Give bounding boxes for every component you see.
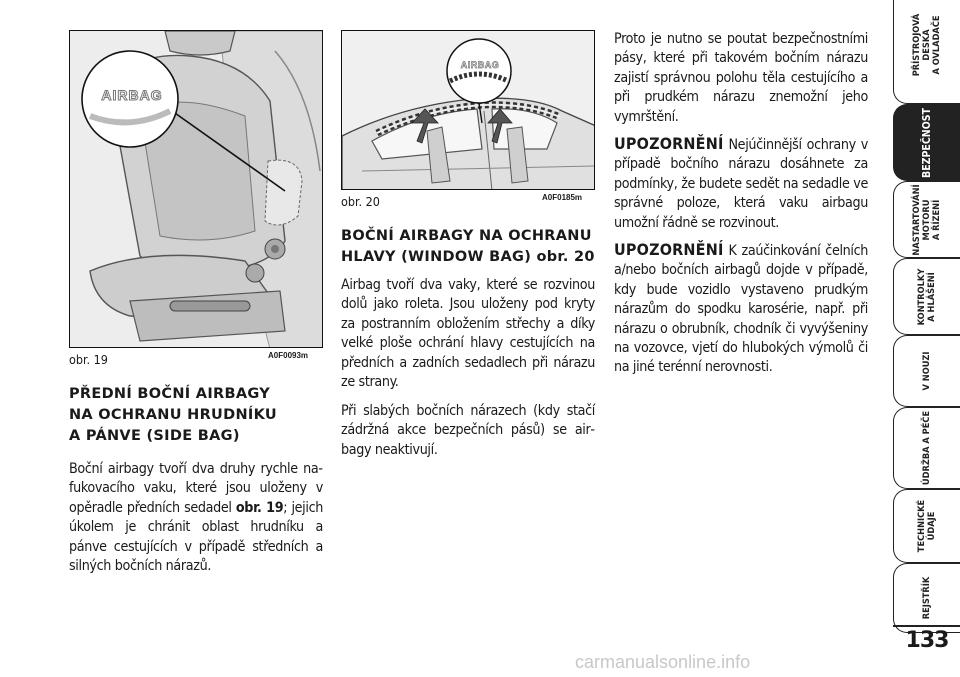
tab-kontrolky[interactable] (893, 258, 960, 335)
tab-label: A HLÁŠENÍ (926, 271, 937, 322)
tab-udrzba[interactable] (893, 407, 960, 489)
tab-v-nouzi[interactable] (893, 335, 960, 407)
tab-label: TECHNICKÉ (916, 499, 927, 553)
tab-label: NASTARTOVÁNÍ (911, 183, 922, 256)
tab-label: ÚDRŽBA A PÉČE (921, 410, 932, 486)
figure-19-reference: obr. 19 (235, 499, 284, 516)
seat-illustration (70, 31, 323, 348)
tab-label: PŘÍSTROJOVÁ (911, 13, 922, 77)
tab-label: REJSTŘÍK (921, 576, 932, 620)
warning-label-2: UPOZORNĚNÍ (614, 240, 724, 259)
warning-text-1: Nejúčinnější ochrany v případě bočního nárazu dosáhnete za podmínky, že budete sedět na sedadle ve správné poloze, která vaku airbagu umožní řádně se rozvinout. (614, 137, 868, 231)
car-illustration (342, 31, 595, 190)
airbag-label-20: AIRBAG (460, 60, 500, 70)
tab-label: KONTROLKY (916, 268, 927, 325)
right-paragraph-1: Proto je nutno se poutat bezpečnostními pásy, které při takovém bočním nárazu zajistí správnou polohu těla cestujícího a při prudkém nárazu znemožní jeho vymrštění. (614, 31, 868, 125)
window-bag-paragraph-2: Při slabých bočních nárazech (kdy stačí zádržná akce bezpečních pásů) se airbagy neaktivují. (341, 403, 595, 458)
tab-label: A ŘÍZENÍ (931, 199, 942, 240)
heading-side-bag (69, 384, 329, 447)
figure-20-caption: obr. 20 (341, 194, 380, 209)
tab-label: ÚDAJE (926, 511, 937, 541)
figure-20-code: A0F0185m (542, 193, 583, 202)
tab-bezpecnost[interactable] (893, 104, 960, 181)
airbag-label-19: AIRBAG (101, 87, 163, 103)
heading-window-bag (341, 226, 603, 268)
right-warning-1 (614, 134, 868, 233)
heading-side-bag-line-3: A PÁNVE (SIDE BAG) (69, 428, 240, 444)
side-bag-body-text-end: ; jejich úkolem je chránit oblast hrudníku a pánve cestujících v případě středních a silných bočních nárazů. (69, 499, 323, 575)
figure-20-window-airbag (341, 30, 595, 190)
figure-19-caption: obr. 19 (69, 352, 108, 367)
tab-label: DESKA (921, 29, 932, 61)
tab-label: BEZPEČNOST (921, 107, 933, 178)
watermark: carmanualsonline.info (575, 652, 751, 672)
tab-label: V NOUZI (921, 351, 932, 391)
heading-side-bag-line-1: PŘEDNÍ BOČNÍ AIRBAGY (69, 386, 271, 402)
tab-label: A OVLADAČE (931, 15, 942, 75)
tab-nastartovani[interactable] (893, 181, 960, 258)
tab-pristrojova-deska[interactable] (893, 0, 960, 104)
right-warning-2 (614, 240, 868, 378)
heading-side-bag-line-2: NA OCHRANU HRUDNÍKU (69, 407, 277, 423)
figure-19-code: A0F0093m (268, 351, 309, 360)
warning-label-1: UPOZORNĚNÍ (614, 134, 724, 153)
tab-label: MOTORU (921, 199, 932, 240)
page-number-divider (893, 625, 960, 627)
figure-19-seat-airbag (69, 30, 323, 348)
tab-rejstrik[interactable] (893, 563, 960, 633)
heading-window-bag-line-2: HLAVY (WINDOW BAG) obr. 20 (341, 249, 595, 265)
tab-technicke-udaje[interactable] (893, 489, 960, 563)
page-number: 133 (905, 628, 949, 653)
side-bag-body (69, 460, 323, 576)
window-bag-paragraph-1: Airbag tvoří dva vaky, které se rozvinou dolů jako roleta. Jsou uloženy pod kryty za postranním obložením střechy a díky velké ploše ochrání hlavy cestujících na předních a zadních sedadlech při nárazu ze strany. (341, 277, 595, 391)
heading-window-bag-line-1: BOČNÍ AIRBAGY NA OCHRANU (341, 228, 592, 244)
side-bag-body-text: Boční airbagy tvoří dva druhy rychle nafukovacího vaku, které jsou uloženy v opěradle předních sedadel (69, 461, 323, 516)
chapter-tabs (893, 0, 960, 677)
warning-text-2: K zaúčinkování čelních a/nebo bočních airbagů dojde v případě, kdy bude vozidlo vystaveno prudkým nárazům do spodku karosérie, např. při nárazu o obrubník, chodník či vyvýšeniny na vozovce, vjetí do hlubokých výmolů či na jiné terénní nerovnosti. (614, 243, 868, 376)
